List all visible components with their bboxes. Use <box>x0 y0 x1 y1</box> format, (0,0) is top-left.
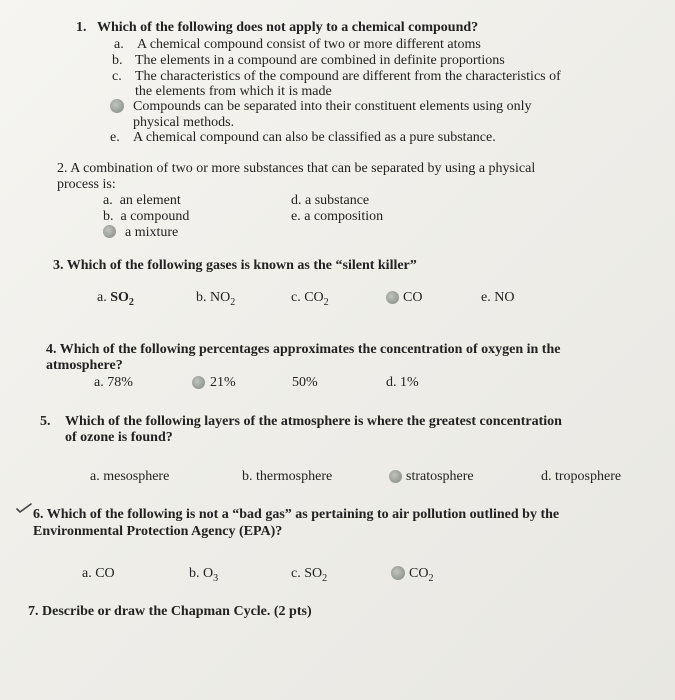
q2-option-e <box>291 209 383 225</box>
q6-stem-line2: Environmental Protection Agency (EPA)? <box>33 524 283 539</box>
q2-option-b-text: a compound <box>120 209 190 224</box>
q2-option-a <box>103 193 181 209</box>
q3-option-b-letter: b. <box>196 290 207 305</box>
q2-option-c: a mixture <box>125 225 179 240</box>
q2-stem-line1: 2. A combination of two or more substances that can be separated by using a physical <box>57 161 536 176</box>
q3-option-a <box>97 290 134 311</box>
q1-option-e: A chemical compound can also be classified as a pure substance. <box>133 130 496 145</box>
q4-stem-line2: atmosphere? <box>46 358 123 373</box>
q1-option-c-letter: c. <box>112 69 122 84</box>
q3-option-a-formula: $SO_2$ <box>110 290 134 308</box>
q1-stem-emphasis: does not <box>236 20 286 35</box>
q1-stem-post: apply to a chemical compound? <box>285 20 479 35</box>
q2-option-b <box>103 209 189 225</box>
q1-option-e-letter: e. <box>110 130 120 145</box>
q2-option-e-text: a composition <box>304 209 384 224</box>
answer-circle-mark <box>386 291 399 304</box>
q5-option-b: b. thermosphere <box>242 469 333 484</box>
q6-option-a: a. CO <box>82 566 115 581</box>
answer-circle-mark <box>389 470 402 483</box>
q1-option-b: The elements in a compound are combined in definite proportions <box>135 53 505 68</box>
q1-stem <box>97 20 478 36</box>
q5-number: 5. <box>40 414 51 429</box>
q6-option-b: b. $O_3$ <box>189 566 219 584</box>
q4-stem-line1: 4. Which of the following percentages approximates the concentration of oxygen in the <box>46 342 561 357</box>
q3-option-a-letter: a. <box>97 290 107 305</box>
q4-option-c: 50% <box>292 375 318 390</box>
q2-option-d-letter: d. <box>291 193 302 208</box>
q6-stem-line1: 6. Which of the following is not a “bad gas” as pertaining to air pollution outlined by the <box>33 507 560 522</box>
q2-option-b-letter: b. <box>103 209 114 224</box>
q5-option-d: d. troposphere <box>541 469 622 484</box>
q3-option-e <box>481 290 514 306</box>
q5-stem-line1: Which of the following layers of the atmosphere is where the greatest concentration <box>65 414 562 429</box>
q1-stem-pre: Which of the following <box>97 20 237 35</box>
q2-option-a-letter: a. <box>103 193 113 208</box>
q2-option-e-letter: e. <box>291 209 301 224</box>
q1-option-a: A chemical compound consist of two or more different atoms <box>137 37 481 52</box>
q1-option-d-line2: physical methods. <box>133 115 235 130</box>
q3-option-c-formula: $CO_2$ <box>304 290 329 308</box>
answer-circle-mark <box>103 225 116 238</box>
q1-option-c-line1: The characteristics of the compound are different from the characteristics of <box>135 69 561 84</box>
q4-option-d: d. 1% <box>386 375 419 390</box>
q1-option-a-letter: a. <box>114 37 124 52</box>
q4-option-a: a. 78% <box>94 375 133 390</box>
q3-option-b <box>196 290 235 311</box>
q3-option-c <box>291 290 329 311</box>
answer-circle-mark <box>110 99 124 113</box>
q1-option-b-letter: b. <box>112 53 123 68</box>
q3-option-d: CO <box>403 290 423 305</box>
q3-option-e-formula: NO <box>494 290 515 305</box>
q1-number: 1. <box>76 20 87 35</box>
q5-option-a: a. mesosphere <box>90 469 170 484</box>
check-mark-icon <box>16 500 32 514</box>
answer-circle-mark <box>391 566 405 580</box>
q2-stem-line2: process is: <box>57 177 116 192</box>
q2-option-d-text: a substance <box>305 193 370 208</box>
q6-option-d: $CO_2$ <box>409 566 434 584</box>
q6-option-c: c. $SO_2$ <box>291 566 328 584</box>
q4-option-b: 21% <box>210 375 236 390</box>
q3-option-b-formula: $NO_2$ <box>210 290 236 308</box>
q3-stem: 3. Which of the following gases is known as the “silent killer” <box>53 258 417 273</box>
q1-option-c-line2: the elements from which it is made <box>135 84 332 99</box>
q3-option-e-letter: e. <box>481 290 491 305</box>
q1-option-d-line1: Compounds can be separated into their constituent elements using only <box>133 99 532 114</box>
answer-circle-mark <box>192 376 205 389</box>
q5-stem-line2: of ozone is found? <box>65 430 173 445</box>
q2-option-a-text: an element <box>119 193 181 208</box>
q2-option-d <box>291 193 369 209</box>
q7-stem: 7. Describe or draw the Chapman Cycle. (2 pts) <box>28 604 312 619</box>
q3-option-c-letter: c. <box>291 290 301 305</box>
q5-option-c: stratosphere <box>406 469 474 484</box>
